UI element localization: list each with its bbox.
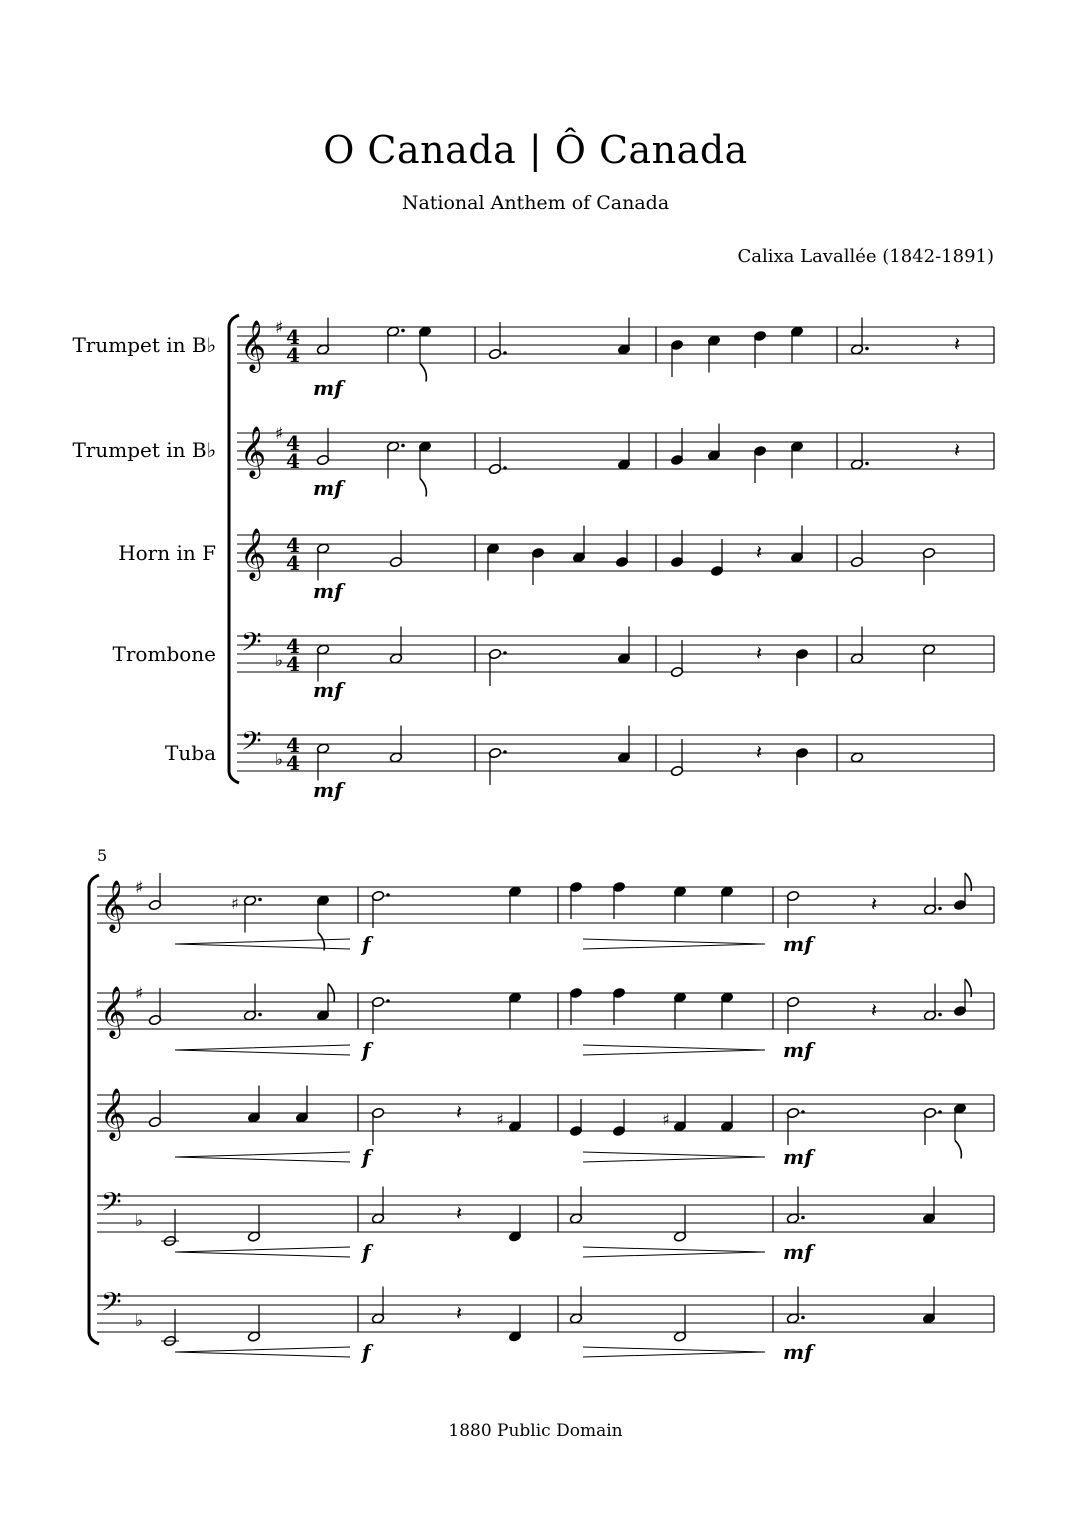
note-flag bbox=[420, 479, 426, 497]
footer-copyright: 1880 Public Domain bbox=[448, 1421, 623, 1441]
dynamic-mf: mf bbox=[313, 778, 343, 802]
quarter-rest: 𝄽 bbox=[456, 1301, 463, 1325]
time-signature-bottom: 4 bbox=[286, 751, 300, 775]
score-title: O Canada | Ô Canada bbox=[323, 128, 748, 172]
bass-clef: 𝄢 bbox=[241, 626, 262, 664]
score-subtitle: National Anthem of Canada bbox=[401, 192, 670, 214]
dynamic-mf: mf bbox=[313, 579, 343, 603]
note-dot bbox=[401, 329, 405, 333]
note-dot bbox=[801, 1216, 805, 1220]
treble-clef: 𝄞 bbox=[240, 426, 267, 477]
instrument-label-trumpet-1: Trumpet in B♭ bbox=[72, 333, 216, 357]
dynamic-mf: mf bbox=[783, 932, 813, 956]
dynamic-f: f bbox=[362, 932, 371, 956]
note-dot bbox=[503, 750, 507, 754]
key-flat: ♭ bbox=[135, 1311, 144, 1331]
crescendo-hairpin bbox=[175, 1347, 350, 1357]
note-head bbox=[850, 752, 863, 763]
note-dot bbox=[503, 651, 507, 655]
diminuendo-hairpin bbox=[583, 1247, 765, 1257]
diminuendo-hairpin bbox=[583, 1347, 765, 1357]
quarter-rest: 𝄽 bbox=[954, 438, 961, 462]
note-dot bbox=[386, 893, 390, 897]
bass-clef: 𝄢 bbox=[101, 1286, 122, 1324]
note-dot bbox=[938, 907, 942, 911]
quarter-rest: 𝄽 bbox=[456, 1100, 463, 1124]
quarter-rest: 𝄽 bbox=[954, 332, 961, 356]
dynamic-mf: mf bbox=[783, 1240, 813, 1264]
key-sharp: ♯ bbox=[275, 318, 284, 338]
diminuendo-hairpin bbox=[583, 939, 765, 949]
quarter-rest: 𝄽 bbox=[756, 641, 763, 665]
dynamic-f: f bbox=[362, 1340, 371, 1364]
key-sharp: ♯ bbox=[135, 984, 144, 1004]
quarter-rest: 𝄽 bbox=[756, 740, 763, 764]
key-flat: ♭ bbox=[275, 750, 284, 770]
note-dot bbox=[938, 1013, 942, 1017]
accidental-sharp: ♯ bbox=[231, 894, 239, 913]
note-dot bbox=[386, 999, 390, 1003]
instrument-label-trumpet-2: Trumpet in B♭ bbox=[72, 438, 216, 462]
bass-clef: 𝄢 bbox=[241, 725, 262, 763]
note-dot bbox=[401, 444, 405, 448]
treble-clef: 𝄞 bbox=[100, 1088, 127, 1139]
time-signature-top: 4 bbox=[286, 325, 300, 349]
system-bracket bbox=[229, 315, 239, 783]
crescendo-hairpin bbox=[175, 1045, 350, 1055]
quarter-rest: 𝄽 bbox=[871, 998, 878, 1022]
instrument-label-trombone: Trombone bbox=[112, 642, 216, 666]
crescendo-hairpin bbox=[175, 1247, 350, 1257]
dynamic-mf: mf bbox=[783, 1340, 813, 1364]
quarter-rest: 𝄽 bbox=[871, 892, 878, 916]
diminuendo-hairpin bbox=[583, 1152, 765, 1162]
note-dot bbox=[503, 351, 507, 355]
note-dot bbox=[801, 1316, 805, 1320]
dynamic-f: f bbox=[362, 1038, 371, 1062]
instrument-label-horn: Horn in F bbox=[118, 541, 216, 565]
time-signature-top: 4 bbox=[286, 634, 300, 658]
time-signature-top: 4 bbox=[286, 431, 300, 455]
time-signature-top: 4 bbox=[286, 733, 300, 757]
dynamic-mf: mf bbox=[783, 1145, 813, 1169]
measure-number: 5 bbox=[97, 846, 108, 865]
time-signature-bottom: 4 bbox=[286, 343, 300, 367]
crescendo-hairpin bbox=[175, 1152, 350, 1162]
accidental-sharp: ♯ bbox=[496, 1110, 504, 1129]
treble-clef: 𝄞 bbox=[100, 986, 127, 1037]
note-dot bbox=[801, 1110, 805, 1114]
key-sharp: ♯ bbox=[135, 878, 144, 898]
dynamic-f: f bbox=[362, 1240, 371, 1264]
note-flag bbox=[420, 364, 426, 382]
note-dot bbox=[865, 462, 869, 466]
note-flag bbox=[965, 979, 971, 997]
key-flat: ♭ bbox=[135, 1211, 144, 1231]
dynamic-mf: mf bbox=[313, 376, 343, 400]
dynamic-f: f bbox=[362, 1145, 371, 1169]
dynamic-mf: mf bbox=[313, 678, 343, 702]
dynamic-mf: mf bbox=[313, 476, 343, 500]
dynamic-mf: mf bbox=[783, 1038, 813, 1062]
time-signature-bottom: 4 bbox=[286, 652, 300, 676]
note-dot bbox=[258, 1013, 262, 1017]
quarter-rest: 𝄽 bbox=[756, 540, 763, 564]
composer-credit: Calixa Lavallée (1842-1891) bbox=[737, 246, 994, 267]
bass-clef: 𝄢 bbox=[101, 1186, 122, 1224]
note-flag bbox=[965, 873, 971, 891]
note-flag bbox=[955, 1141, 961, 1159]
key-sharp: ♯ bbox=[275, 424, 284, 444]
note-dot bbox=[865, 347, 869, 351]
key-flat: ♭ bbox=[275, 651, 284, 671]
time-signature-top: 4 bbox=[286, 533, 300, 557]
diminuendo-hairpin bbox=[583, 1045, 765, 1055]
time-signature-bottom: 4 bbox=[286, 449, 300, 473]
note-dot bbox=[258, 898, 262, 902]
treble-clef: 𝄞 bbox=[100, 880, 127, 931]
note-dot bbox=[503, 466, 507, 470]
accidental-sharp: ♯ bbox=[662, 1110, 670, 1129]
treble-clef: 𝄞 bbox=[240, 320, 267, 371]
treble-clef: 𝄞 bbox=[240, 528, 267, 579]
note-dot bbox=[938, 1110, 942, 1114]
time-signature-bottom: 4 bbox=[286, 551, 300, 575]
system-bracket bbox=[89, 875, 99, 1344]
instrument-label-tuba: Tuba bbox=[165, 741, 216, 765]
quarter-rest: 𝄽 bbox=[456, 1201, 463, 1225]
